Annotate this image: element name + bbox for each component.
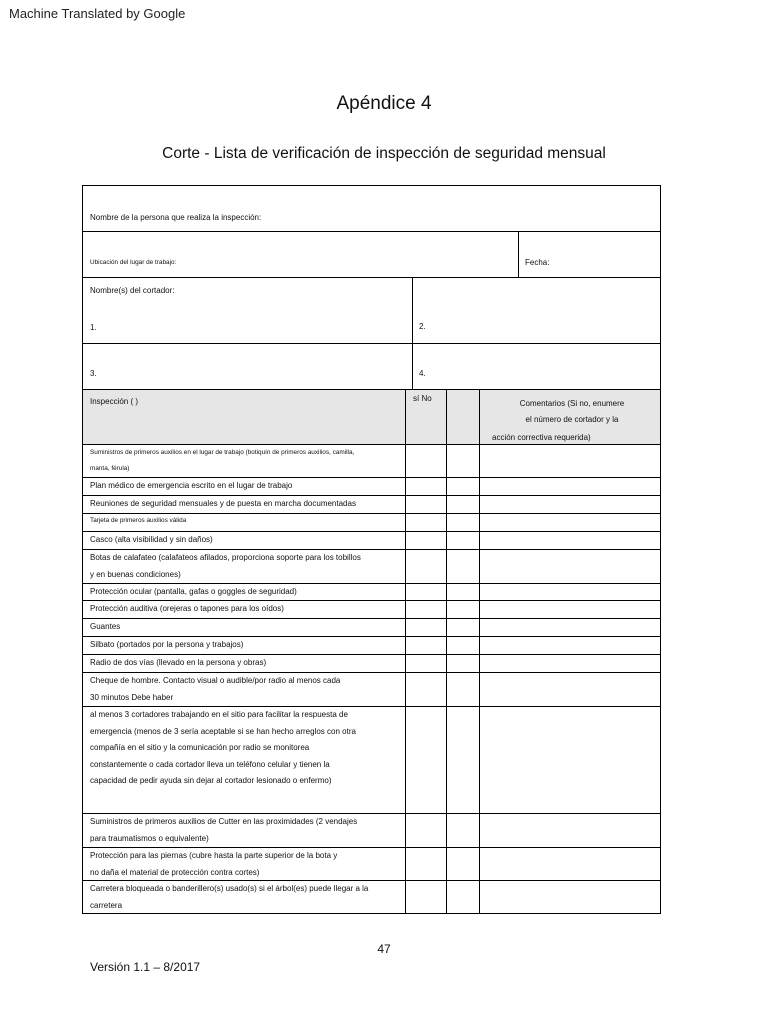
checklist-item: Protección ocular (pantalla, gafas o goggles de seguridad) <box>90 587 297 596</box>
yes-checkbox[interactable] <box>406 619 446 636</box>
no-checkbox[interactable] <box>447 496 479 513</box>
cutter-slot-3: 3. <box>90 369 97 378</box>
no-checkbox[interactable] <box>447 584 479 600</box>
yes-checkbox[interactable] <box>406 478 446 495</box>
checklist-item: Reuniones de seguridad mensuales y de puesta en marcha documentadas <box>90 499 356 508</box>
no-checkbox[interactable] <box>447 848 479 880</box>
comments-cell[interactable] <box>480 584 660 600</box>
comments-cell[interactable] <box>480 848 660 880</box>
comments-cell[interactable] <box>480 601 660 618</box>
checklist-item: Suministros de primeros auxilios en el lugar de trabajo (botiquín de primeros auxilios, camilla, manta, férula) <box>90 449 355 472</box>
cutter-slot-4: 4. <box>419 369 426 378</box>
checklist-item: Plan médico de emergencia escrito en el lugar de trabajo <box>90 481 293 490</box>
checklist-item: Protección auditiva (orejeras o tapones para los oídos) <box>90 604 284 613</box>
yes-checkbox[interactable] <box>406 514 446 531</box>
no-checkbox[interactable] <box>447 619 479 636</box>
checklist-item: Tarjeta de primeros auxilios válida <box>90 517 187 524</box>
yes-checkbox[interactable] <box>406 496 446 513</box>
yes-checkbox[interactable] <box>406 532 446 549</box>
no-checkbox[interactable] <box>447 514 479 531</box>
yes-checkbox[interactable] <box>406 445 446 477</box>
checklist-item: Botas de calafateo (calafateos afilados, proporciona soporte para los tobillos y en buenas condiciones) <box>90 553 361 579</box>
inspector-name-label: Nombre de la persona que realiza la inspección: <box>90 213 262 222</box>
yes-checkbox[interactable] <box>406 673 446 706</box>
comments-cell[interactable] <box>480 655 660 672</box>
checklist-item: Carretera bloqueada o banderillero(s) usado(s) si el árbol(es) puede llegar a la carretera <box>90 884 369 910</box>
comments-cell[interactable] <box>480 619 660 636</box>
yes-checkbox[interactable] <box>406 584 446 600</box>
inspection-column-header: Inspección ( ) <box>90 397 139 406</box>
comments-cell[interactable] <box>480 514 660 531</box>
no-checkbox[interactable] <box>447 532 479 549</box>
comments-cell[interactable] <box>480 445 660 477</box>
comments-cell[interactable] <box>480 814 660 847</box>
no-checkbox[interactable] <box>447 881 479 913</box>
worksite-location-label: Ubicación del lugar de trabajo: <box>90 259 177 266</box>
yes-checkbox[interactable] <box>406 550 446 583</box>
no-checkbox[interactable] <box>447 601 479 618</box>
yes-no-column-header: sí No <box>413 394 432 403</box>
comments-cell[interactable] <box>480 478 660 495</box>
cutter-slot-2: 2. <box>419 322 426 331</box>
checklist-item: Protección para las piernas (cubre hasta la parte superior de la bota y no daña el material de protección contra cortes) <box>90 851 338 877</box>
no-checkbox[interactable] <box>447 445 479 477</box>
comments-cell[interactable] <box>480 496 660 513</box>
yes-checkbox[interactable] <box>406 601 446 618</box>
comments-cell[interactable] <box>480 881 660 913</box>
checklist-item: Radio de dos vías (llevado en la persona y obras) <box>90 658 267 667</box>
comments-cell[interactable] <box>480 637 660 654</box>
no-checkbox[interactable] <box>447 707 479 813</box>
checklist-item: al menos 3 cortadores trabajando en el sitio para facilitar la respuesta de emergencia (menos de 3 sería aceptable si se han hecho arreglos con otra compañía en el sitio y la comunicación por radio se monitorea constantemente o cada cortador lleva un teléfono celular y tienen la capacidad de pedir ayuda sin dejar al cortador lesionado o enfermo) <box>90 710 356 785</box>
page-number: 47 <box>377 942 391 956</box>
yes-checkbox[interactable] <box>406 814 446 847</box>
no-checkbox[interactable] <box>447 637 479 654</box>
checklist-item: Suministros de primeros auxilios de Cutter en las proximidades (2 vendajes para traumatismos o equivalente) <box>90 817 358 843</box>
version-label: Versión 1.1 – 8/2017 <box>90 960 201 974</box>
no-checkbox[interactable] <box>447 478 479 495</box>
no-checkbox[interactable] <box>447 673 479 706</box>
translation-banner: Machine Translated by Google <box>9 6 186 21</box>
checklist-item: Casco (alta visibilidad y sin daños) <box>90 535 213 544</box>
no-checkbox[interactable] <box>447 655 479 672</box>
yes-checkbox[interactable] <box>406 655 446 672</box>
yes-checkbox[interactable] <box>406 848 446 880</box>
appendix-title: Apéndice 4 <box>336 93 432 114</box>
yes-checkbox[interactable] <box>406 707 446 813</box>
checklist-item: Silbato (portados por la persona y trabajos) <box>90 640 244 649</box>
yes-checkbox[interactable] <box>406 637 446 654</box>
no-checkbox[interactable] <box>447 550 479 583</box>
cutter-names-label: Nombre(s) del cortador: <box>90 286 175 295</box>
date-label: Fecha: <box>525 258 550 267</box>
comments-cell[interactable] <box>480 532 660 549</box>
comments-cell[interactable] <box>480 550 660 583</box>
checklist-item: Cheque de hombre. Contacto visual o audible/por radio al menos cada 30 minutos Debe haber <box>90 676 341 702</box>
checklist-item: Guantes <box>90 622 121 631</box>
comments-cell[interactable] <box>480 673 660 706</box>
comments-column-header: Comentarios (Si no, enumere el número de cortador y la acción correctiva requerida) <box>492 399 625 442</box>
no-checkbox[interactable] <box>447 814 479 847</box>
comments-cell[interactable] <box>480 707 660 813</box>
document-title: Corte - Lista de verificación de inspección de seguridad mensual <box>162 145 606 162</box>
yes-checkbox[interactable] <box>406 881 446 913</box>
cutter-slot-1: 1. <box>90 323 97 332</box>
